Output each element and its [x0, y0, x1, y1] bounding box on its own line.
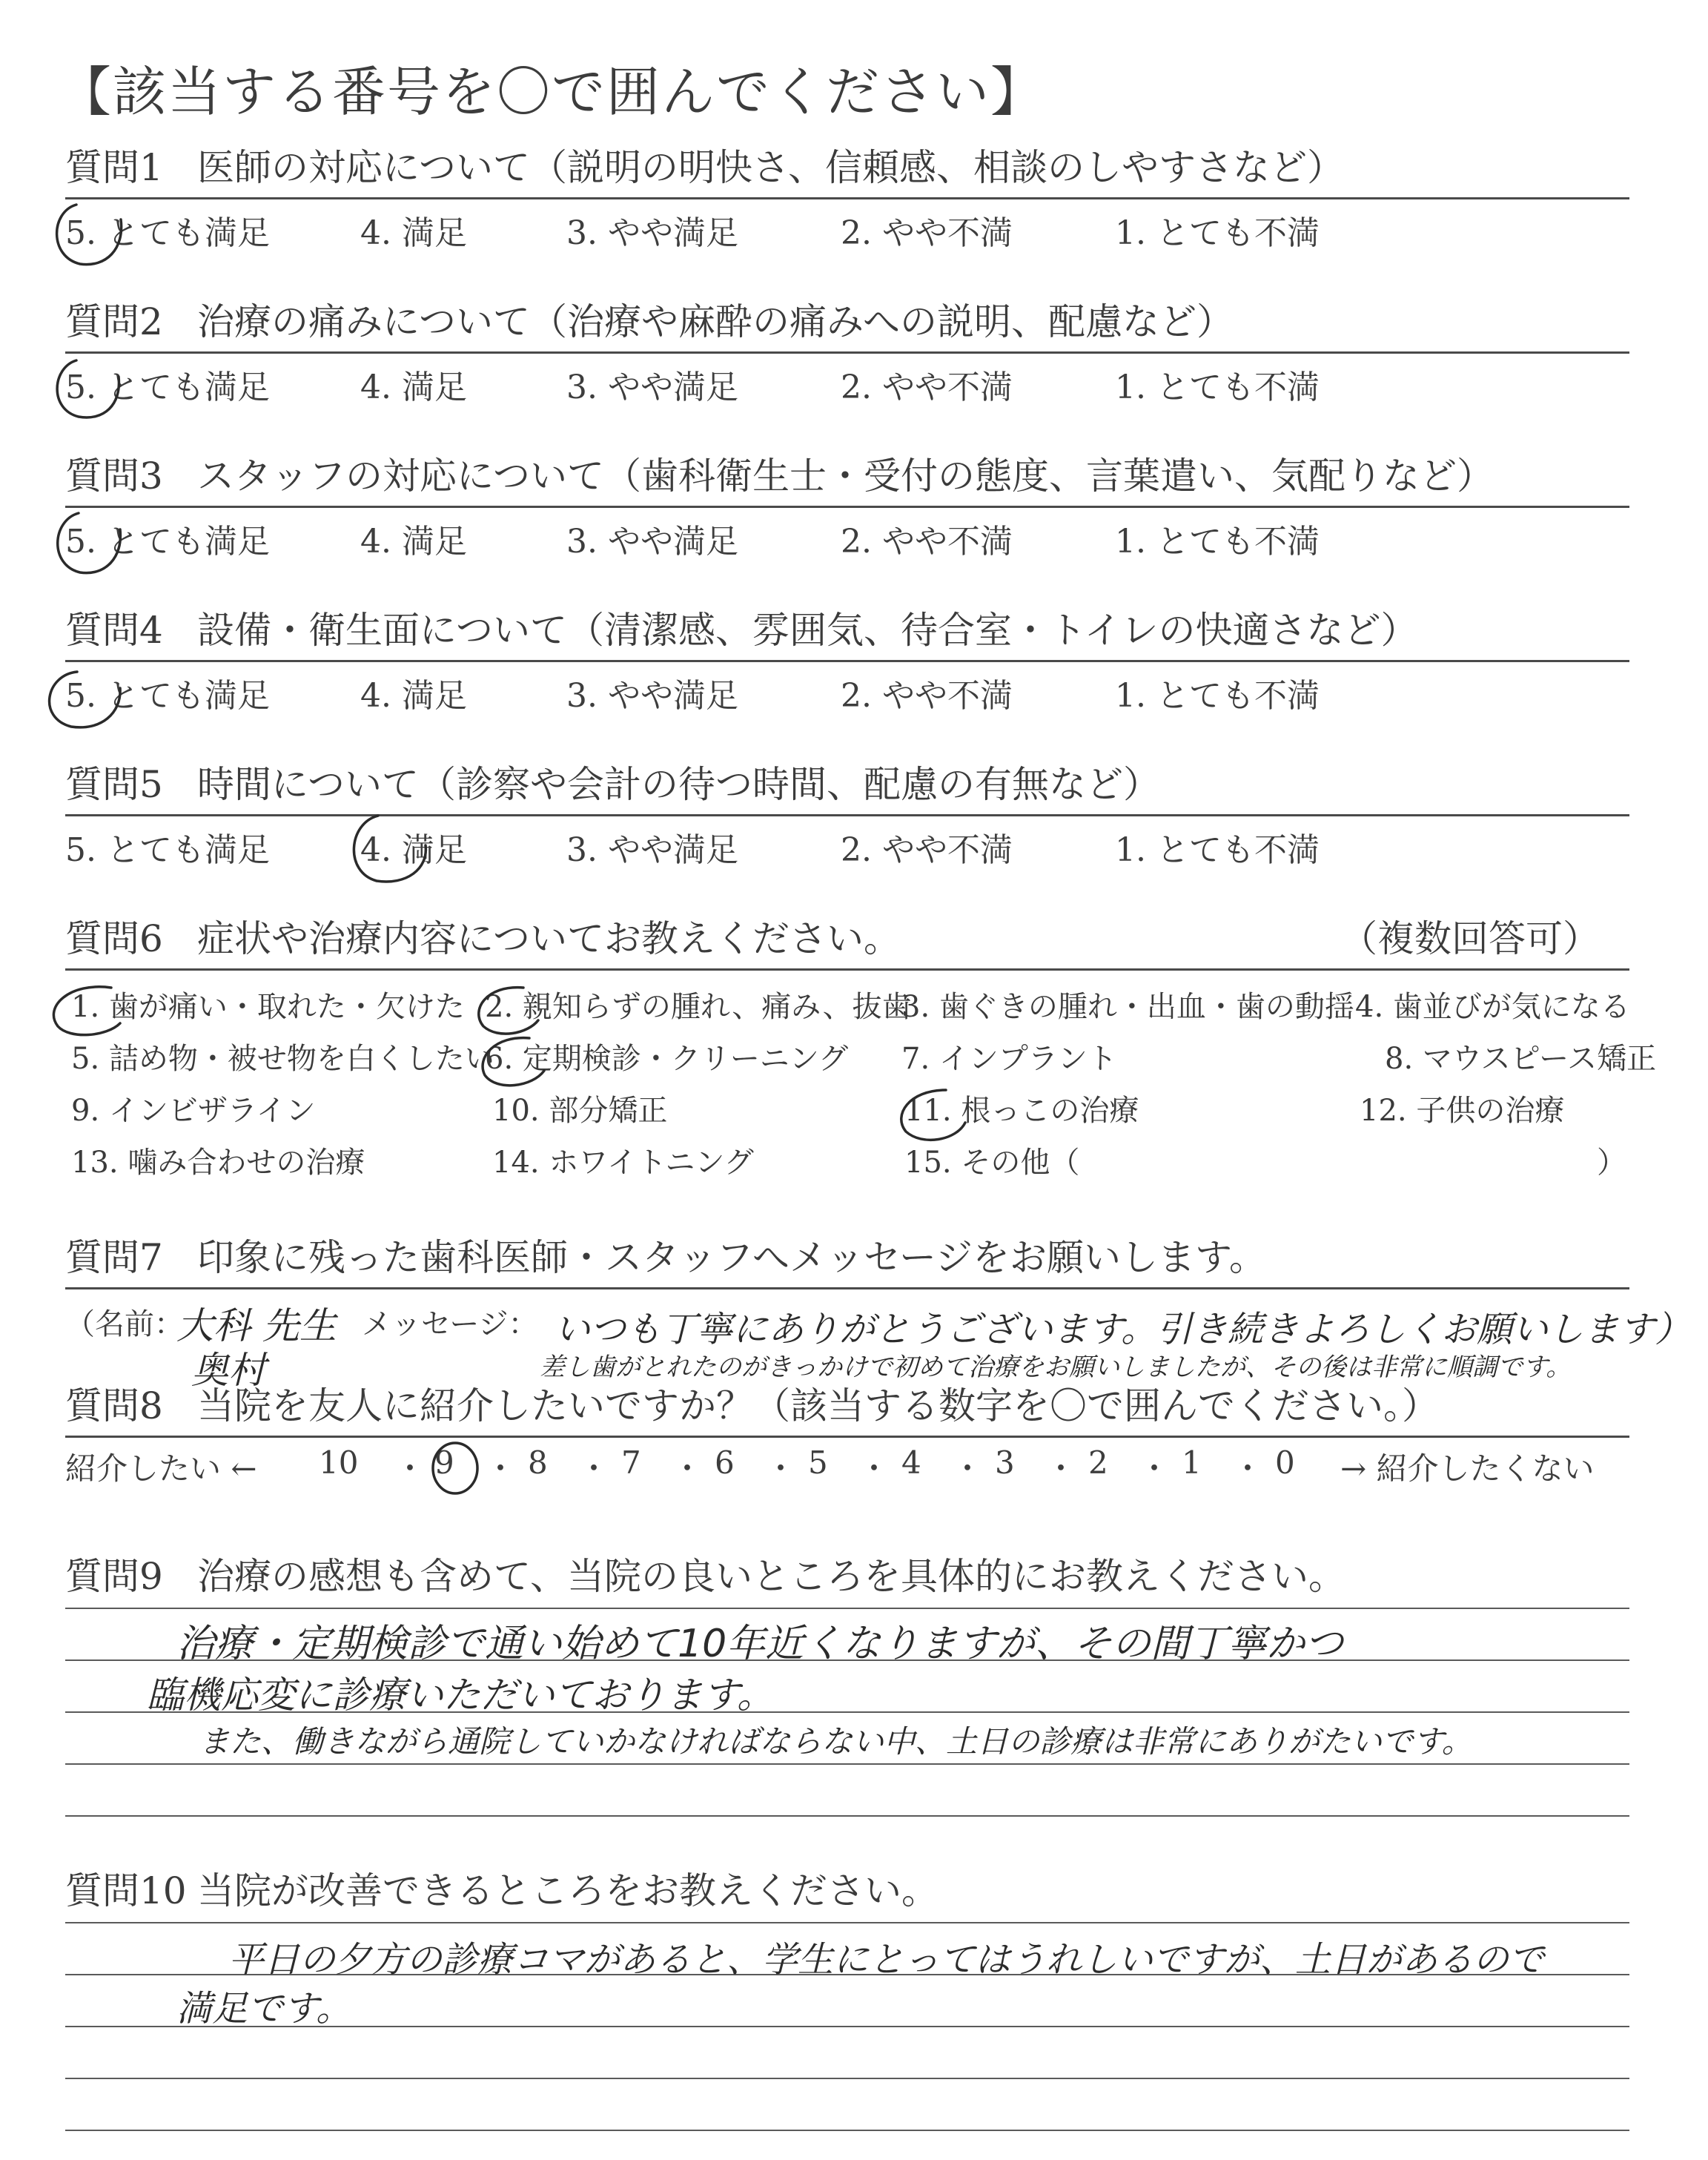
question-number: 質問1	[65, 146, 163, 189]
symptom-option-8[interactable]: 8. マウスピース矯正	[1385, 1042, 1657, 1076]
scale-dot: ・	[672, 1450, 704, 1487]
question-number: 質問10	[65, 1869, 187, 1912]
option-1[interactable]: 1. とても不満	[1115, 523, 1320, 561]
question-number: 質問2	[65, 300, 163, 343]
question-number: 質問9	[65, 1555, 163, 1598]
symptom-option-15[interactable]: 15. その他（	[904, 1146, 1080, 1180]
question-text: 印象に残った歯科医師・スタッフへメッセージをお願いします。	[197, 1236, 1266, 1279]
question-5	[65, 762, 1629, 869]
question-6	[65, 916, 1657, 1180]
symptom-option-6[interactable]: 6. 定期検診・クリーニング	[485, 1042, 849, 1076]
option-4[interactable]: 4. 満足	[360, 214, 467, 252]
option-2[interactable]: 2. やや不満	[841, 831, 1013, 869]
question-text: 当院を友人に紹介したいですか？（該当する数字を〇で囲んでください。）	[197, 1384, 1439, 1427]
symptom-options	[65, 974, 1657, 1197]
symptom-option-4[interactable]: 4. 歯並びが気になる	[1355, 990, 1630, 1024]
question-3	[65, 454, 1629, 561]
writing-line	[65, 1922, 1629, 1923]
symptom-option-12[interactable]: 12. 子供の治療	[1360, 1094, 1565, 1128]
question-9	[65, 1554, 1629, 1760]
question-text: 医師の対応について（説明の明快さ、信頼感、相談のしやすさなど）	[197, 146, 1344, 189]
question-number: 質問6	[65, 917, 163, 960]
scale-5[interactable]: 5	[808, 1444, 828, 1481]
rating-options	[65, 360, 1629, 405]
handwritten-message-line-1: いつも丁寧にありがとうございます。引き続きよろしくお願いします）	[555, 1309, 1691, 1350]
option-5[interactable]: 5. とても満足	[65, 369, 270, 406]
writing-line	[65, 2078, 1629, 2079]
question-text: 設備・衛生面について（清潔感、雰囲気、待合室・トイレの快適さなど）	[197, 609, 1418, 652]
option-1[interactable]: 1. とても不満	[1115, 369, 1320, 406]
question-4-header	[65, 608, 1629, 653]
scale-1[interactable]: 1	[1182, 1444, 1202, 1481]
question-text: 症状や治療内容についてお教えください。	[197, 917, 901, 960]
scale-6[interactable]: 6	[715, 1444, 735, 1481]
scale-dot: ・	[858, 1450, 890, 1487]
option-2[interactable]: 2. やや不満	[841, 677, 1013, 715]
question-5-header	[65, 762, 1629, 807]
scale-left-label: 紹介したい ←	[65, 1450, 257, 1487]
scale-dot: ・	[485, 1450, 517, 1487]
option-1[interactable]: 1. とても不満	[1115, 677, 1320, 715]
handwritten-answer-line-2: 満足です。	[176, 1988, 352, 2029]
message-label: メッセージ：	[362, 1307, 538, 1341]
symptom-option-2[interactable]: 2. 親知らずの腫れ、痛み、抜歯	[485, 990, 912, 1024]
scale-0[interactable]: 0	[1275, 1444, 1295, 1481]
question-text: 当院が改善できるところをお教えください。	[197, 1869, 939, 1912]
other-close-paren: ）	[1597, 1146, 1626, 1180]
handwritten-name-2: 奥村	[191, 1349, 265, 1392]
writing-line	[65, 1608, 1629, 1609]
question-7-header	[65, 1235, 1629, 1280]
scale-dot: ・	[1232, 1450, 1264, 1487]
scale-10[interactable]: 10	[319, 1444, 359, 1481]
question-text: スタッフの対応について（歯科衛生士・受付の態度、言葉遣い、気配りなど）	[197, 455, 1494, 498]
rating-options	[65, 669, 1629, 713]
scale-4[interactable]: 4	[901, 1444, 921, 1481]
symptom-option-13[interactable]: 13. 噛み合わせの治療	[71, 1146, 365, 1180]
scale-dot: ・	[765, 1450, 797, 1487]
divider	[65, 660, 1629, 662]
scale-dot: ・	[578, 1450, 610, 1487]
option-4[interactable]: 4. 満足	[360, 523, 467, 561]
name-label: （名前：	[65, 1307, 184, 1341]
symptom-option-11[interactable]: 11. 根っこの治療	[904, 1094, 1139, 1128]
question-8-header	[65, 1384, 1629, 1428]
scale-9[interactable]: 9	[434, 1444, 454, 1481]
scale-7[interactable]: 7	[621, 1444, 641, 1481]
question-number: 質問7	[65, 1236, 163, 1279]
scale-dot: ・	[394, 1450, 426, 1487]
divider	[65, 968, 1629, 971]
symptom-option-1[interactable]: 1. 歯が痛い・取れた・欠けた	[71, 990, 465, 1024]
handwritten-answer-line-2: 臨機応変に診療いただいております。	[147, 1674, 774, 1717]
question-3-header	[65, 454, 1629, 498]
option-3[interactable]: 3. やや満足	[566, 831, 738, 869]
divider	[65, 351, 1629, 354]
recommend-scale	[65, 1444, 1629, 1489]
handwritten-answer-line-1: 治療・定期検診で通い始めて10年近くなりますが、その間丁寧かつ	[176, 1622, 1344, 1666]
scale-8[interactable]: 8	[528, 1444, 548, 1481]
option-5[interactable]: 5. とても満足	[65, 831, 270, 869]
page-title: 【該当する番号を〇で囲んでください】	[58, 61, 1046, 123]
symptom-option-14[interactable]: 14. ホワイトニング	[492, 1146, 754, 1180]
option-5[interactable]: 5. とても満足	[65, 523, 270, 561]
option-5[interactable]: 5. とても満足	[65, 214, 270, 252]
option-1[interactable]: 1. とても不満	[1115, 831, 1320, 869]
option-2[interactable]: 2. やや不満	[841, 369, 1013, 406]
rating-options	[65, 206, 1629, 251]
symptom-option-10[interactable]: 10. 部分矯正	[492, 1094, 668, 1128]
question-4	[65, 608, 1629, 715]
divider	[65, 814, 1629, 816]
option-3[interactable]: 3. やや満足	[566, 369, 738, 406]
question-number: 質問4	[65, 609, 163, 652]
scale-2[interactable]: 2	[1088, 1444, 1108, 1481]
question-text: 治療の痛みについて（治療や麻酔の痛みへの説明、配慮など）	[197, 300, 1234, 343]
scale-right-label: → 紹介したくない	[1340, 1450, 1595, 1487]
option-2[interactable]: 2. やや不満	[841, 523, 1013, 561]
rating-options	[65, 515, 1629, 559]
option-3[interactable]: 3. やや満足	[566, 214, 738, 252]
question-2-header	[65, 300, 1629, 344]
divider	[65, 197, 1629, 199]
question-text: 時間について（診察や会計の待つ時間、配慮の有無など）	[197, 763, 1160, 806]
multiple-answers-note: （複数回答可）	[1340, 917, 1600, 960]
handwritten-name-1: 大科 先生	[176, 1304, 337, 1347]
option-1[interactable]: 1. とても不満	[1115, 214, 1320, 252]
question-number: 質問5	[65, 763, 163, 806]
option-5[interactable]: 5. とても満足	[65, 677, 270, 715]
question-2	[65, 300, 1629, 406]
writing-line	[65, 1763, 1629, 1765]
divider	[65, 1287, 1629, 1289]
symptom-option-3[interactable]: 3. 歯ぐきの腫れ・出血・歯の動揺	[901, 990, 1354, 1024]
question-1-header	[65, 145, 1629, 190]
question-number: 質問8	[65, 1384, 163, 1427]
symptom-option-9[interactable]: 9. インビザライン	[71, 1094, 316, 1128]
question-6-header	[65, 916, 1629, 961]
scale-dot: ・	[952, 1450, 984, 1487]
question-7	[65, 1235, 1691, 1392]
option-4[interactable]: 4. 満足	[360, 677, 467, 715]
question-number: 質問3	[65, 455, 163, 498]
question-8	[65, 1384, 1629, 1487]
option-4[interactable]: 4. 満足	[360, 831, 467, 869]
option-3[interactable]: 3. やや満足	[566, 677, 738, 715]
handwritten-answer-line-3: また、働きながら通院していかなければならない中、土日の診療は非常にありがたいです。	[199, 1723, 1473, 1760]
scale-dot: ・	[1139, 1450, 1171, 1487]
option-4[interactable]: 4. 満足	[360, 369, 467, 406]
option-3[interactable]: 3. やや満足	[566, 523, 738, 561]
symptom-option-7[interactable]: 7. インプラント	[901, 1042, 1117, 1076]
divider	[65, 506, 1629, 508]
rating-options	[65, 823, 1629, 868]
handwritten-message-line-2: 差し歯がとれたのがきっかけで初めて治療をお願いしましたが、その後は非常に順調です。	[540, 1353, 1572, 1382]
writing-line	[65, 1815, 1629, 1817]
question-1	[65, 145, 1629, 252]
question-10	[65, 1869, 1629, 2029]
handwritten-answer-line-1: 平日の夕方の診療コマがあると、学生にとってはうれしいですが、土日があるので	[228, 1939, 1545, 1981]
option-2[interactable]: 2. やや不満	[841, 214, 1013, 252]
scale-dot: ・	[1045, 1450, 1077, 1487]
symptom-option-5[interactable]: 5. 詰め物・被せ物を白くしたい	[71, 1042, 494, 1076]
question-text: 治療の感想も含めて、当院の良いところを具体的にお教えください。	[197, 1555, 1345, 1598]
question-9-header	[65, 1554, 1629, 1599]
question-10-header	[65, 1869, 1629, 1913]
writing-line	[65, 2130, 1629, 2131]
scale-3[interactable]: 3	[995, 1444, 1015, 1481]
divider	[65, 1436, 1629, 1438]
